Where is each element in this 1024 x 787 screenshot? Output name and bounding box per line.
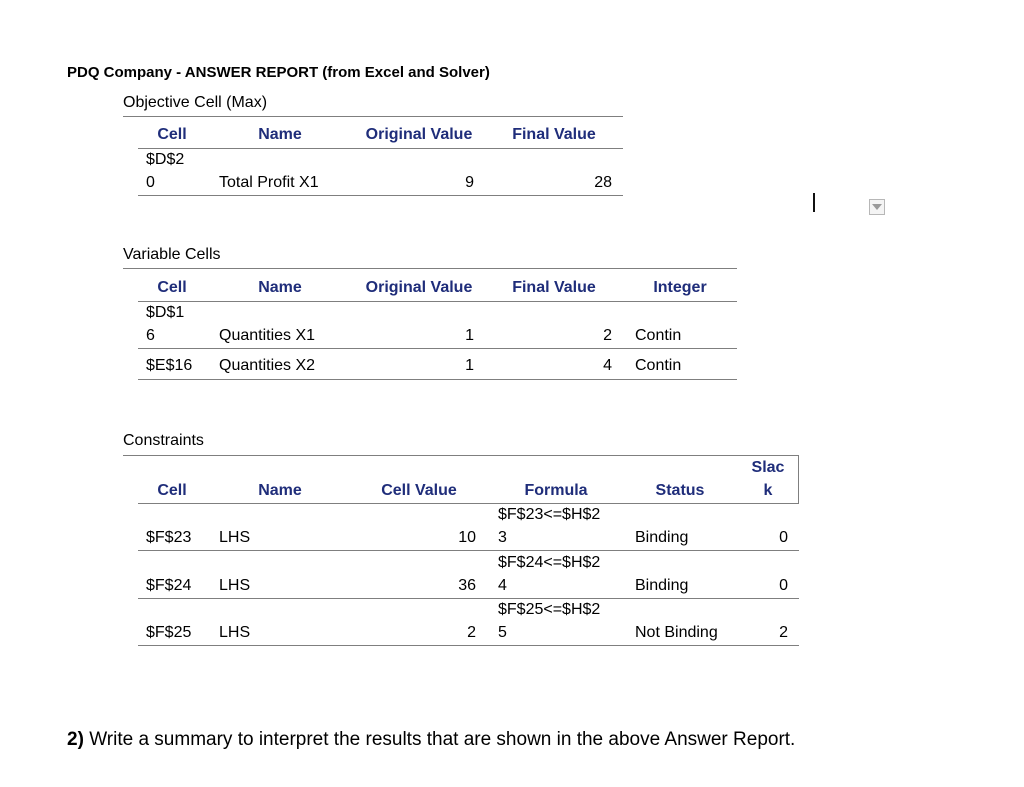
objective-header-final: Final Value — [512, 126, 596, 143]
variables-header-rule — [138, 301, 737, 302]
constraint-row-rule — [138, 598, 799, 599]
variable-integer: Contin — [635, 357, 682, 374]
objective-bottom-rule — [138, 195, 623, 196]
variable-final-value: 2 — [603, 327, 612, 344]
constraint-formula-line1: $F$23<=$H$2 — [498, 506, 601, 523]
variables-header-final: Final Value — [512, 279, 596, 296]
dropdown-arrow-icon[interactable] — [869, 199, 885, 215]
variables-section-title: Variable Cells — [123, 246, 221, 263]
constraint-name: LHS — [219, 577, 251, 594]
constraint-name: LHS — [219, 624, 251, 641]
objective-cell-ref-line1: $D$2 — [146, 151, 185, 168]
variable-cell-ref-line1: $D$1 — [146, 304, 185, 321]
constraint-cell-value: 2 — [467, 624, 476, 641]
constraints-header-value: Cell Value — [381, 482, 457, 499]
variables-header-name: Name — [258, 279, 302, 296]
constraints-header-cell: Cell — [157, 482, 187, 499]
variable-integer: Contin — [635, 327, 682, 344]
variable-cell-ref-line2: 6 — [146, 327, 155, 344]
constraint-formula-line2: 5 — [498, 624, 507, 641]
constraint-cell-value: 10 — [458, 529, 476, 546]
constraint-slack: 0 — [779, 529, 788, 546]
constraint-cell-ref: $F$25 — [146, 624, 192, 641]
question-number: 2) — [67, 729, 84, 750]
constraint-slack: 0 — [779, 577, 788, 594]
objective-title-rule — [123, 116, 623, 117]
constraint-cell-value: 36 — [458, 577, 476, 594]
objective-final-value: 28 — [594, 174, 612, 191]
constraint-status: Binding — [635, 529, 689, 546]
variables-header-original: Original Value — [365, 279, 473, 296]
variable-original-value: 1 — [465, 357, 474, 374]
constraints-title-rule — [123, 455, 799, 456]
constraints-header-name: Name — [258, 482, 302, 499]
constraint-formula-line1: $F$24<=$H$2 — [498, 554, 601, 571]
question-text: Write a summary to interpret the results that are shown in the above Answer Report. — [89, 729, 796, 750]
objective-name: Total Profit X1 — [219, 174, 319, 191]
constraints-bottom-rule — [138, 645, 799, 646]
variable-final-value: 4 — [603, 357, 612, 374]
constraint-formula-line2: 3 — [498, 529, 507, 546]
objective-header-cell: Cell — [157, 126, 187, 143]
variable-name: Quantities X2 — [219, 357, 316, 374]
variables-header-integer: Integer — [653, 279, 707, 296]
variable-name: Quantities X1 — [219, 327, 316, 344]
variable-original-value: 1 — [465, 327, 474, 344]
constraint-formula-line2: 4 — [498, 577, 507, 594]
constraint-cell-ref: $F$23 — [146, 529, 192, 546]
question-prompt — [67, 729, 795, 751]
variables-bottom-rule — [138, 379, 737, 380]
constraint-name: LHS — [219, 529, 251, 546]
constraints-header-edge — [798, 455, 799, 503]
objective-cell-ref-line2: 0 — [146, 174, 155, 191]
objective-original-value: 9 — [465, 174, 474, 191]
variables-title-rule — [123, 268, 737, 269]
constraint-row-rule — [138, 550, 799, 551]
objective-header-original: Original Value — [365, 126, 473, 143]
objective-section-title: Objective Cell (Max) — [123, 94, 268, 111]
variable-row-rule — [138, 348, 737, 349]
constraint-formula-line1: $F$25<=$H$2 — [498, 601, 601, 618]
constraints-header-slack-line2: k — [763, 482, 773, 499]
constraint-cell-ref: $F$24 — [146, 577, 192, 594]
constraint-status: Binding — [635, 577, 689, 594]
constraint-status: Not Binding — [635, 624, 718, 641]
variables-header-cell: Cell — [157, 279, 187, 296]
constraints-section-title: Constraints — [123, 432, 204, 449]
text-cursor-icon — [813, 193, 815, 212]
objective-header-rule — [138, 148, 623, 149]
constraints-header-status: Status — [655, 482, 705, 499]
variable-cell-ref: $E$16 — [146, 357, 193, 374]
report-title: PDQ Company - ANSWER REPORT (from Excel and Solver) — [67, 64, 490, 81]
constraints-header-slack-line1: Slac — [751, 459, 785, 476]
objective-header-name: Name — [258, 126, 302, 143]
constraints-header-rule — [138, 503, 799, 504]
constraint-slack: 2 — [779, 624, 788, 641]
constraints-header-formula: Formula — [524, 482, 588, 499]
